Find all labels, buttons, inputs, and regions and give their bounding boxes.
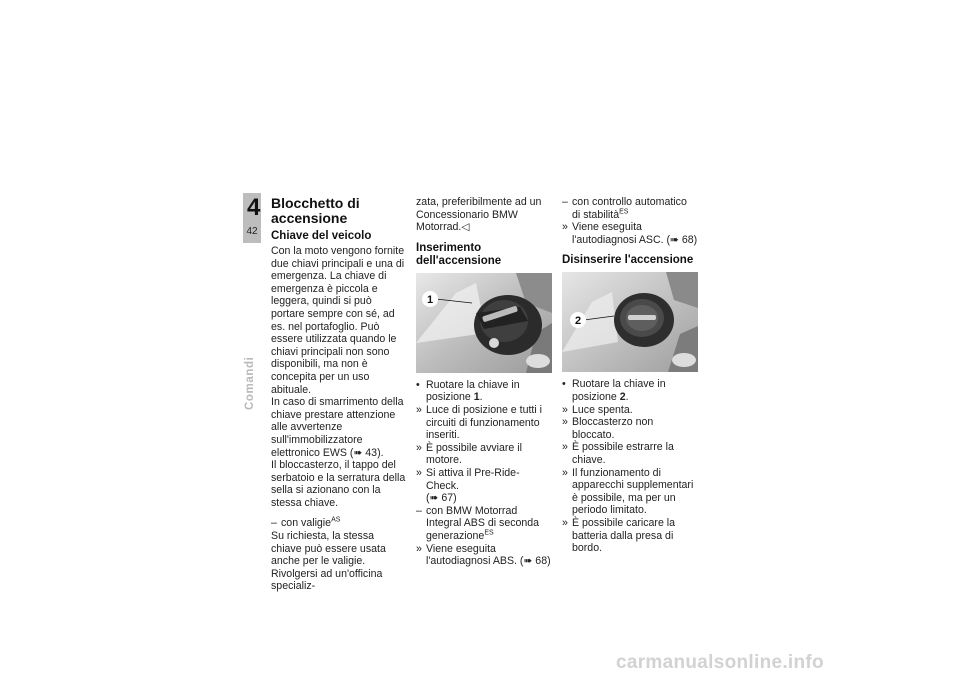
list-item: » Si attiva il Pre-Ride-Check. (➠ 67)	[416, 466, 520, 505]
stability-option	[562, 196, 698, 246]
list-item: » È possibile caricare la batteria dalla presa di bordo.	[562, 516, 676, 555]
page-number: 42	[246, 226, 258, 237]
result-icon: »	[416, 542, 422, 555]
page-ref-link[interactable]: 43	[365, 446, 378, 459]
ref-arrow-icon: ➠	[353, 446, 363, 459]
ref-arrow-icon: ➠	[523, 555, 533, 568]
end-mark-icon: ◁	[461, 221, 470, 234]
section-label: Comandi	[244, 356, 256, 410]
page-ref-link[interactable]: 68	[535, 555, 548, 568]
column-3	[562, 196, 698, 555]
result-icon: »	[562, 516, 568, 529]
result-icon: »	[562, 221, 568, 234]
page-title: Blocchetto di accensione	[271, 195, 360, 226]
bullet-icon: •	[562, 378, 566, 391]
result-icon: »	[562, 416, 568, 429]
dash-icon: –	[562, 196, 568, 208]
list-item: » Viene eseguita l'autodiagnosi ASC. (➠ 68)	[562, 221, 698, 246]
list-item: » Luce spenta.	[562, 403, 633, 416]
list-item: • Ruotare la chiave in posizione 2.	[562, 378, 666, 403]
continued-paragraph: zata, preferibilmente ad un Concessionario BMW Motorrad.◁	[416, 196, 542, 234]
column-2	[416, 196, 552, 568]
photo-label: 1	[426, 293, 434, 306]
result-icon: »	[562, 441, 568, 454]
watermark: carmanualsonline.info	[616, 652, 824, 673]
result-icon: »	[416, 466, 422, 479]
ref-arrow-icon: ➠	[429, 492, 439, 505]
list-item: – con controllo automatico di stabilità$^{ES}$	[562, 196, 687, 221]
chapter-number: 4	[247, 194, 261, 221]
option-luggage: – con valigie$^{AS}$	[271, 516, 341, 530]
list-item: » È possibile estrarre la chiave.	[562, 441, 674, 466]
ignition-on-photo	[416, 273, 552, 373]
ref-arrow-icon: ➠	[670, 233, 679, 246]
result-icon: »	[416, 403, 422, 416]
page-ref-link[interactable]: 67	[441, 492, 454, 505]
dash-icon: –	[271, 517, 277, 530]
photo-label: 2	[574, 315, 582, 328]
list-item: • Ruotare la chiave in posizione 1.	[416, 378, 520, 404]
list-item: » Viene eseguita l'autodiagnosi ABS. (➠ 68)	[416, 542, 551, 568]
loss-paragraph: In caso di smarrimento della chiave prestare attenzione alle avvertenze sull'immobilizzatore elettronico EWS (➠ 43).	[271, 396, 404, 459]
list-item: » Il funzionamento di apparecchi supplementari è possibile, ma per un periodo limitato.	[562, 466, 694, 517]
result-icon: »	[562, 466, 568, 479]
section-heading-switch-off: Disinserire l'accensione	[562, 254, 694, 267]
column-1	[271, 196, 407, 593]
same-key-paragraph: Il bloccasterzo, il tappo del serbatoio e la serratura della sella si azionano con la stessa chiave.	[271, 459, 406, 509]
page-ref-link[interactable]: 68	[681, 233, 694, 246]
bullet-icon: •	[416, 378, 420, 391]
ignition-off-photo	[562, 272, 698, 372]
dash-icon: –	[416, 504, 422, 517]
list-item: » È possibile avviare il motore.	[416, 441, 522, 467]
result-icon: »	[416, 441, 422, 454]
key-paragraph: Con la moto vengono fornite due chiavi principali e una di emergenza. La chiave di emergenza è piccola e leggera, quindi si può portare sempre con sé, ad es. nel portafoglio. Può essere utilizzata quando le chiavi principali non sono disponibili, ma non è concepita per un uso abituale.	[271, 245, 405, 396]
switch-on-steps	[416, 379, 552, 568]
result-icon: »	[562, 403, 568, 416]
list-item: » Luce di posizione e tutti i circuiti di funzionamento inseriti.	[416, 403, 543, 442]
list-item: » Bloccasterzo non bloccato.	[562, 416, 654, 441]
list-item: – con BMW Motorrad Integral ABS di seconda generazione$^{ES}$	[416, 504, 540, 542]
luggage-paragraph: Su richiesta, la stessa chiave può essere usata anche per le valigie. Rivolgersi ad un'officina specializ-	[271, 530, 386, 593]
switch-off-steps	[562, 378, 698, 554]
section-heading-key: Chiave del veicolo	[271, 230, 372, 242]
section-heading-switch-on: Inserimento dell'accensione	[416, 241, 502, 267]
